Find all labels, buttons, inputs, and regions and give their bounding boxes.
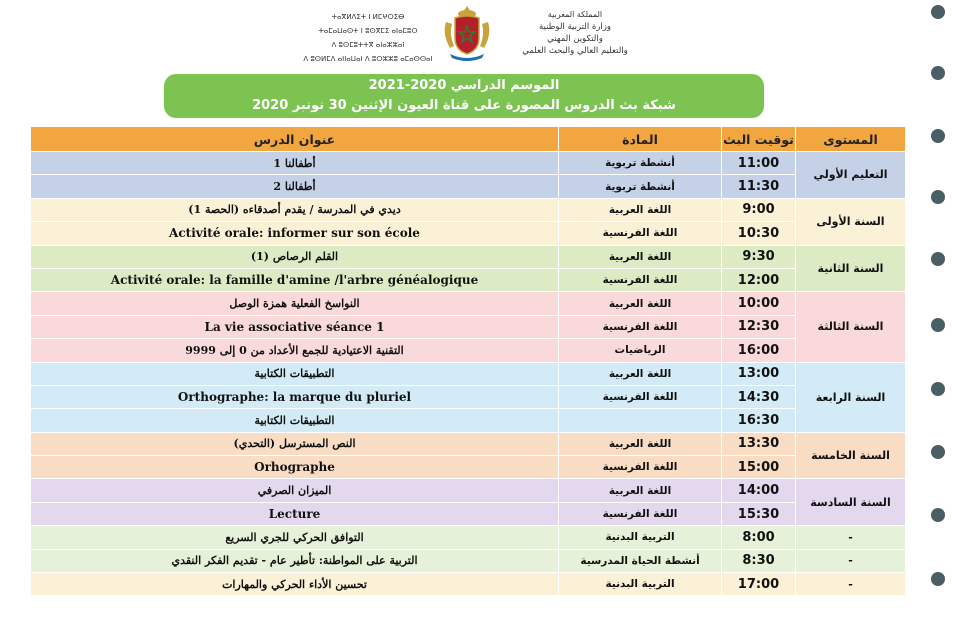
binder-ring-icon — [931, 572, 945, 586]
table-row — [31, 479, 906, 502]
table-row — [31, 268, 906, 291]
header-right-line: وزارة التربية الوطنية — [538, 22, 612, 32]
subject-cell: اللغة الفرنسية — [559, 385, 722, 408]
header-row — [31, 127, 906, 152]
broadcast-time-cell: 11:00 — [722, 152, 796, 175]
moroccan-coat-of-arms-icon — [438, 4, 496, 62]
subject-cell: اللغة الفرنسية — [559, 456, 722, 479]
table-row — [31, 198, 906, 221]
subject-cell: التربية البدنية — [559, 526, 722, 549]
level-cell: - — [796, 573, 906, 596]
broadcast-schedule-table — [30, 126, 906, 596]
header-amazigh-text — [293, 10, 443, 66]
subject-cell: الرياضيات — [559, 339, 722, 362]
subject-cell: اللغة الفرنسية — [559, 268, 722, 291]
lesson-title-cell: ديدي في المدرسة / يقدم أصدقاءه (الحصة 1) — [31, 198, 559, 221]
subject-cell: اللغة العربية — [559, 245, 722, 268]
col-header-level: المستوى — [796, 127, 906, 152]
broadcast-time-cell: 12:00 — [722, 268, 796, 291]
binder-ring-icon — [931, 445, 945, 459]
subject-cell: التربية البدنية — [559, 573, 722, 596]
subject-cell: اللغة العربية — [559, 432, 722, 455]
header-left-line: ⴷ ⵓⵙⵎⵓⵜⵜⴳ ⴰⵏⴰⵣⵣⴰⵏ — [331, 41, 405, 49]
subject-cell — [559, 409, 722, 432]
table-row — [31, 175, 906, 198]
lesson-title-cell: Activité orale: la famille d'amine /l'arbre généalogique — [31, 268, 559, 291]
lesson-title-cell: التقنية الاعتيادية للجمع الأعداد من 0 إلى 9999 — [31, 339, 559, 362]
level-cell: السنة السادسة — [796, 479, 906, 526]
broadcast-time-cell: 12:30 — [722, 315, 796, 338]
lesson-title-cell: أطفالنا 1 — [31, 152, 559, 175]
subject-cell: اللغة العربية — [559, 198, 722, 221]
broadcast-time-cell: 13:30 — [722, 432, 796, 455]
level-cell: السنة الثانية — [796, 245, 906, 292]
subject-cell: اللغة العربية — [559, 292, 722, 315]
schedule-title: شبكة بث الدروس المصورة على قناة العيون الإثنين 30 نونبر 2020 — [252, 98, 676, 113]
broadcast-time-cell: 17:00 — [722, 573, 796, 596]
level-cell: السنة الأولى — [796, 198, 906, 245]
broadcast-time-cell: 13:00 — [722, 362, 796, 385]
header-left-line: ⴷ ⵓⵙⵍⵎⴷ ⴰⵏⵏⴰⵡⴰⵏ ⴷ ⵓⵔⵣⵣⵓ ⴰⵎⴰⵙⵙⴰⵏ — [303, 55, 433, 63]
lesson-title-cell: التربية على المواطنة: تأطير عام - تقديم الفكر النقدي — [31, 549, 559, 572]
lesson-title-cell: التوافق الحركي للجري السريع — [31, 526, 559, 549]
subject-cell: اللغة العربية — [559, 362, 722, 385]
subject-cell: اللغة الفرنسية — [559, 502, 722, 525]
level-cell: السنة الخامسة — [796, 432, 906, 479]
header-right-line: والتعليم العالي والبحث العلمي — [522, 46, 628, 56]
broadcast-time-cell: 16:00 — [722, 339, 796, 362]
table-row — [31, 526, 906, 549]
header-right-line: والتكوين المهني — [547, 34, 603, 44]
level-cell: التعليم الأولي — [796, 152, 906, 199]
broadcast-time-cell: 8:30 — [722, 549, 796, 572]
lesson-title-cell: La vie associative séance 1 — [31, 315, 559, 338]
broadcast-time-cell: 10:30 — [722, 222, 796, 245]
table-row — [31, 152, 906, 175]
broadcast-time-cell: 9:00 — [722, 198, 796, 221]
lesson-title-cell: Orhographe — [31, 456, 559, 479]
broadcast-time-cell: 10:00 — [722, 292, 796, 315]
binder-ring-icon — [931, 5, 945, 19]
lesson-title-cell: القلم الرصاص (1) — [31, 245, 559, 268]
season-title: الموسم الدراسي 2020-2021 — [368, 78, 560, 93]
table-row — [31, 362, 906, 385]
broadcast-time-cell: 8:00 — [722, 526, 796, 549]
lesson-title-cell: التطبيقات الكتابية — [31, 409, 559, 432]
lesson-title-cell: Lecture — [31, 502, 559, 525]
binder-ring-icon — [931, 318, 945, 332]
broadcast-time-cell: 15:00 — [722, 456, 796, 479]
subject-cell: اللغة العربية — [559, 479, 722, 502]
lesson-title-cell: النواسخ الفعلية همزة الوصل — [31, 292, 559, 315]
broadcast-time-cell: 11:30 — [722, 175, 796, 198]
lesson-title-cell: الميزان الصرفي — [31, 479, 559, 502]
binder-ring-icon — [931, 508, 945, 522]
table-row — [31, 385, 906, 408]
title-banner — [164, 74, 764, 118]
binder-ring-icon — [931, 252, 945, 266]
broadcast-time-cell: 15:30 — [722, 502, 796, 525]
lesson-title-cell: Orthographe: la marque du pluriel — [31, 385, 559, 408]
col-header-subject: المادة — [559, 127, 722, 152]
schedule-body — [31, 127, 906, 596]
table-row — [31, 292, 906, 315]
subject-cell: أنشطة تربوية — [559, 175, 722, 198]
col-header-time: توقيت البث — [722, 127, 796, 152]
table-row — [31, 409, 906, 432]
lesson-title-cell: التطبيقات الكتابية — [31, 362, 559, 385]
table-row — [31, 315, 906, 338]
binder-ring-icon — [931, 382, 945, 396]
broadcast-time-cell: 16:30 — [722, 409, 796, 432]
binder-ring-icon — [931, 190, 945, 204]
lesson-title-cell: النص المسترسل (التحدي) — [31, 432, 559, 455]
level-cell: - — [796, 549, 906, 572]
table-row — [31, 339, 906, 362]
header-ministry-text — [505, 9, 645, 57]
level-cell: السنة الرابعة — [796, 362, 906, 432]
level-cell: - — [796, 526, 906, 549]
broadcast-time-cell: 14:00 — [722, 479, 796, 502]
lesson-title-cell: Activité orale: informer sur son école — [31, 222, 559, 245]
lesson-title-cell: أطفالنا 2 — [31, 175, 559, 198]
header-left-line: ⵜⴰⴳⵍⴷⵉⵜ ⵏ ⵍⵎⵖⵔⵉⴱ — [331, 13, 405, 21]
table-row — [31, 573, 906, 596]
subject-cell: أنشطة الحياة المدرسية — [559, 549, 722, 572]
col-header-lesson: عنوان الدرس — [31, 127, 559, 152]
lesson-title-cell: تحسين الأداء الحركي والمهارات — [31, 573, 559, 596]
table-row — [31, 245, 906, 268]
table-row — [31, 432, 906, 455]
subject-cell: أنشطة تربوية — [559, 152, 722, 175]
header-right-line: المملكة المغربية — [547, 10, 603, 19]
header-left-line: ⵜⴰⵎⴰⵡⴰⵙⵜ ⵏ ⵓⵙⴳⵎⵉ ⴰⵏⴰⵎⵓⵔ — [318, 27, 418, 35]
subject-cell: اللغة الفرنسية — [559, 222, 722, 245]
subject-cell: اللغة الفرنسية — [559, 315, 722, 338]
table-row — [31, 502, 906, 525]
broadcast-time-cell: 9:30 — [722, 245, 796, 268]
level-cell: السنة الثالثة — [796, 292, 906, 362]
table-row — [31, 222, 906, 245]
table-row — [31, 456, 906, 479]
binder-ring-icon — [931, 129, 945, 143]
broadcast-time-cell: 14:30 — [722, 385, 796, 408]
binder-ring-icon — [931, 66, 945, 80]
table-row — [31, 549, 906, 572]
